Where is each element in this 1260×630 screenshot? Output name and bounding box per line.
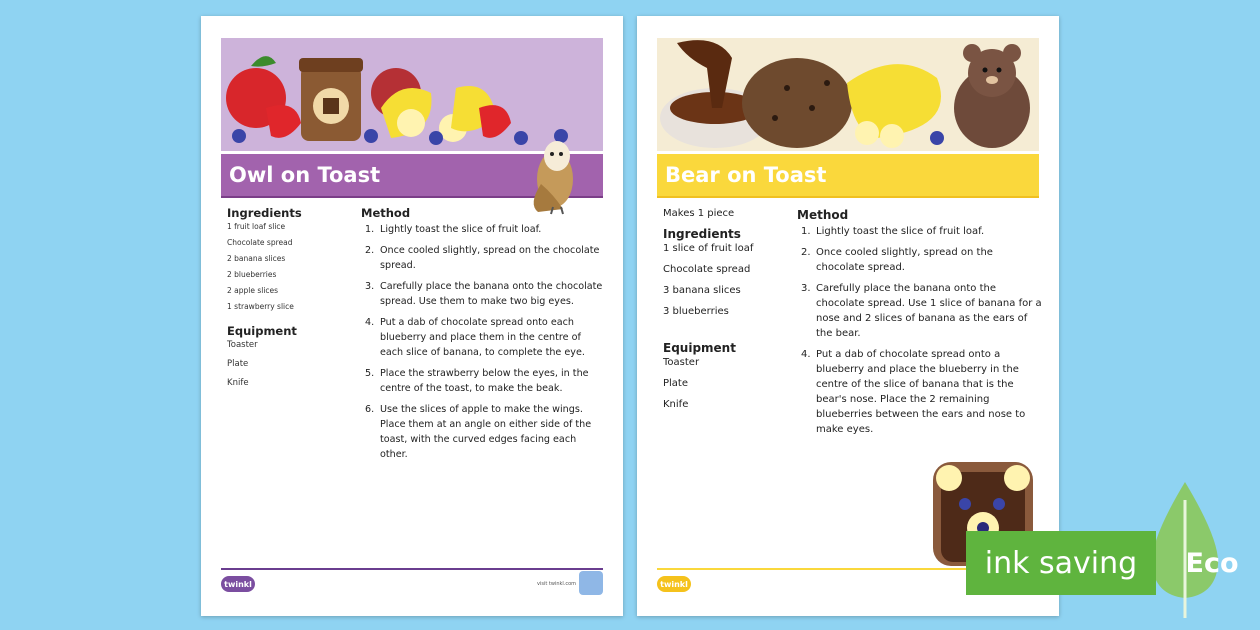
- blueberry-image-5: [429, 131, 443, 145]
- step-text: Place the strawberry below the eyes, in the centre of the toast, to make the beak.: [380, 368, 589, 394]
- owl-equipment-heading: Equipment: [227, 324, 297, 338]
- method-step: [361, 279, 606, 309]
- bear-equipment-heading: Equipment: [663, 341, 736, 355]
- ink-saving-label: ink saving: [966, 531, 1156, 595]
- banana-slice-image-2: [880, 124, 904, 148]
- bear-ingredients-heading: Ingredients: [663, 227, 741, 241]
- owl-method-column: [361, 206, 606, 468]
- step-number: 2.: [801, 247, 811, 258]
- step-number: 4.: [365, 317, 375, 328]
- step-text: Carefully place the banana onto the chocolate spread. Use them to make two big eyes.: [380, 281, 603, 307]
- method-step: [797, 281, 1042, 341]
- method-step: [361, 243, 606, 273]
- makes-text: Makes 1 piece: [663, 208, 735, 219]
- apple-leaf-image: [251, 56, 276, 66]
- owl-method-heading: Method: [361, 206, 411, 220]
- step-text: Put a dab of chocolate spread onto a blueberry and place the blueberry in the centre of the slice of banana that is the bear's nose. Place the 2 remaining blueberries between the ears and nose to make eyes.: [816, 349, 1026, 435]
- step-number: 5.: [365, 368, 375, 379]
- equipment-item: Plate: [663, 378, 689, 389]
- ingredient-item: 2 banana slices: [227, 254, 286, 263]
- step-text: Once cooled slightly, spread on the chocolate spread.: [380, 245, 600, 271]
- eco-label: Eco: [1185, 547, 1239, 579]
- footer-divider: [221, 568, 603, 570]
- step-text: Put a dab of chocolate spread onto each blueberry and place them in the centre of each slice of banana, to complete the eye.: [380, 317, 585, 358]
- method-step: [361, 315, 606, 360]
- method-step: [797, 224, 1042, 239]
- owl-ingredients-heading: Ingredients: [227, 206, 302, 220]
- step-number: 4.: [801, 349, 811, 360]
- chocolate-image: [323, 98, 339, 114]
- equipment-item: Toaster: [227, 340, 258, 350]
- banana-slice-image: [855, 121, 879, 145]
- bear-method-heading: Method: [797, 208, 849, 222]
- ingredient-item: 1 strawberry slice: [227, 302, 294, 311]
- twinkl-logo: twinkl: [657, 576, 691, 592]
- method-step: [797, 347, 1042, 437]
- bear-recipe-card: [637, 16, 1059, 616]
- owl-ingredients-column: [227, 206, 347, 397]
- blueberry-image: [930, 131, 944, 145]
- step-number: 3.: [801, 283, 811, 294]
- bear-ingredients-column: [663, 208, 788, 420]
- step-text: Carefully place the banana onto the chocolate spread. Use 1 slice of banana for a nose and 2 slices of banana as the ears of the bear.: [816, 283, 1042, 339]
- jar-lid-image: [299, 58, 363, 72]
- method-step: [361, 402, 606, 462]
- ingredient-item: Chocolate spread: [663, 264, 751, 275]
- step-text: Once cooled slightly, spread on the chocolate spread.: [816, 247, 993, 273]
- equipment-item: Toaster: [663, 357, 700, 368]
- owl-title: Owl on Toast: [229, 163, 381, 187]
- ink-saving-badge: [966, 531, 1258, 595]
- bear-method-column: [797, 208, 1042, 443]
- twinkl-logo: twinkl: [221, 576, 255, 592]
- method-step: [361, 366, 606, 396]
- step-number: 1.: [801, 226, 811, 237]
- visit-link: visit twinkl.com: [537, 581, 577, 587]
- ingredient-item: 1 slice of fruit loaf: [663, 243, 754, 254]
- blueberry-image: [232, 129, 246, 143]
- bear-banner-illustration: [657, 38, 1039, 151]
- method-step: [797, 245, 1042, 275]
- ingredient-item: 2 blueberries: [227, 270, 277, 279]
- equipment-item: Knife: [663, 399, 689, 410]
- strawberry2-image: [266, 105, 301, 138]
- quality-badge-icon: [579, 571, 603, 595]
- step-number: 1.: [365, 224, 375, 235]
- method-step: [361, 222, 606, 237]
- step-number: 2.: [365, 245, 375, 256]
- owl-icon: [523, 134, 583, 216]
- step-text: Lightly toast the slice of fruit loaf.: [380, 224, 542, 235]
- bear-title: Bear on Toast: [665, 163, 827, 187]
- bear-title-bar: [657, 154, 1039, 198]
- ingredient-item: 3 blueberries: [663, 306, 729, 317]
- owl-recipe-card: [201, 16, 623, 616]
- step-text: Use the slices of apple to make the wings. Place them at an angle on either side of the toast, with the curved edges facing each other.: [380, 404, 592, 460]
- equipment-item: Knife: [227, 378, 249, 388]
- blueberry-image-2: [364, 129, 378, 143]
- step-number: 6.: [365, 404, 375, 415]
- banana-slice-image: [397, 109, 425, 137]
- ingredient-item: 2 apple slices: [227, 286, 279, 295]
- ingredient-item: Chocolate spread: [227, 238, 293, 247]
- equipment-item: Plate: [227, 359, 249, 369]
- step-text: Lightly toast the slice of fruit loaf.: [816, 226, 985, 237]
- ingredient-item: 1 fruit loaf slice: [227, 222, 286, 231]
- ingredient-item: 3 banana slices: [663, 285, 741, 296]
- strawberry-image: [479, 105, 511, 138]
- fruit-loaf-image: [742, 58, 852, 148]
- step-number: 3.: [365, 281, 375, 292]
